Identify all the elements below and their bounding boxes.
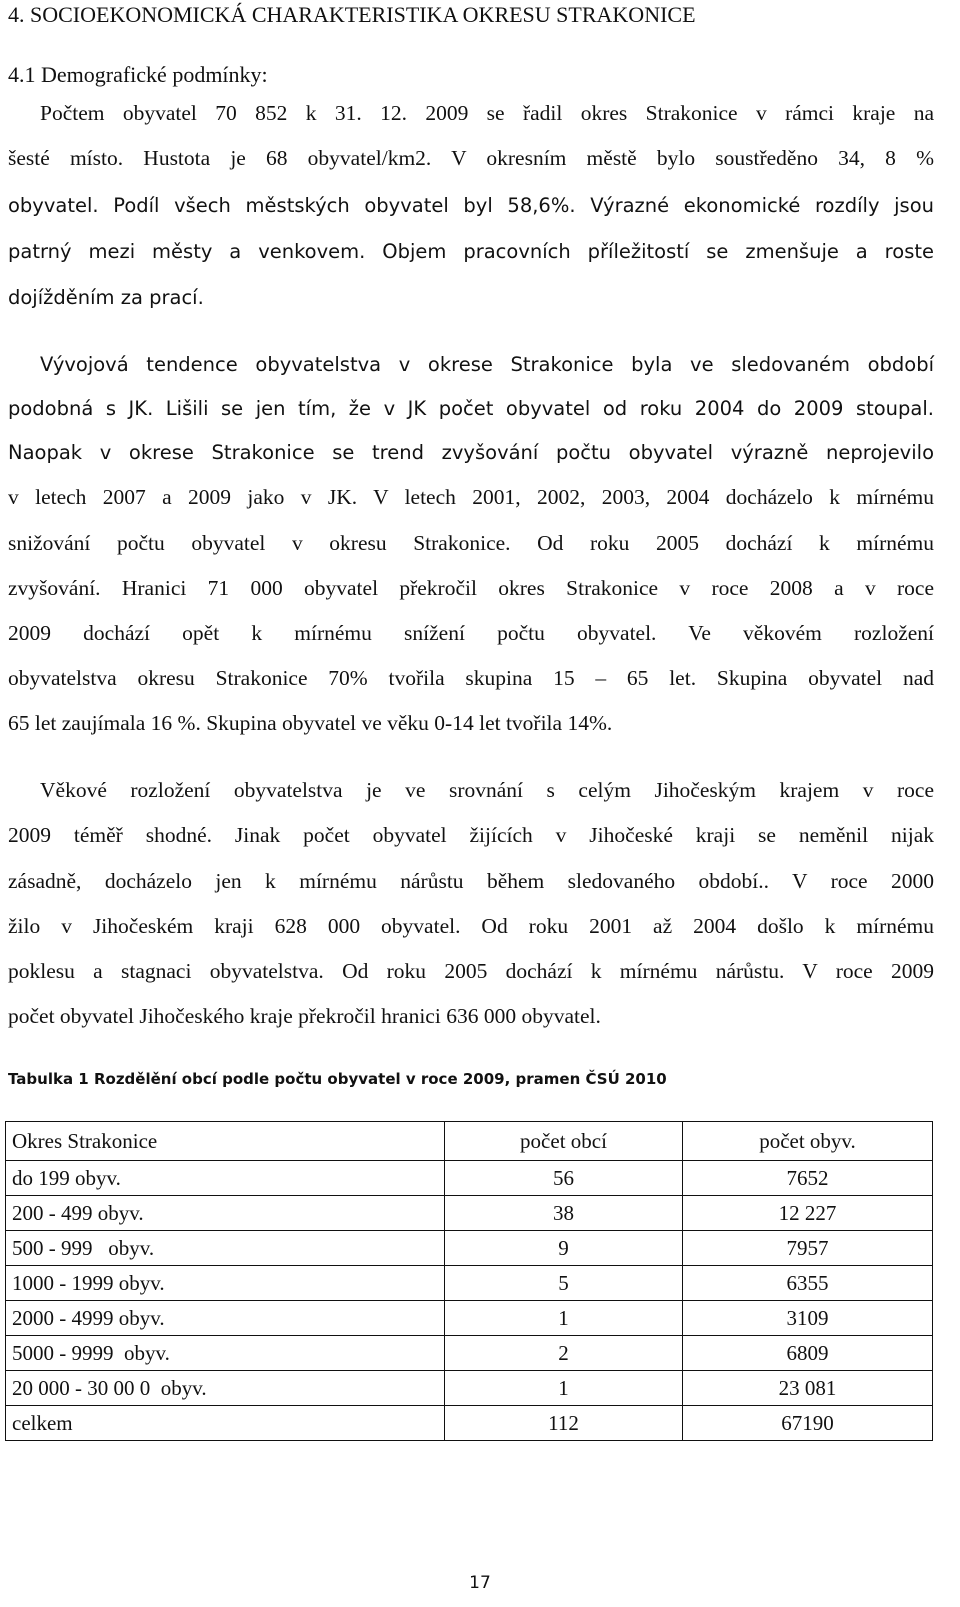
table-total-row <box>6 1406 933 1441</box>
header-cell: počet obyv. <box>683 1122 933 1161</box>
table-header-row <box>6 1122 933 1161</box>
table-cell: 7957 <box>683 1231 933 1266</box>
table-cell: 56 <box>445 1161 683 1196</box>
table-row <box>6 1161 933 1196</box>
paragraph1-line: obyvatel. Podíl všech městských obyvatel byl 58,6%. Výrazné ekonomické rozdíly jsou <box>8 194 934 217</box>
chapter-heading: 4. SOCIOEKONOMICKÁ CHARAKTERISTIKA OKRESU STRAKONICE <box>8 2 696 27</box>
table-cell: 38 <box>445 1196 683 1231</box>
table-cell: 112 <box>445 1406 683 1441</box>
table-row <box>6 1336 933 1371</box>
paragraph3-line: poklesu a stagnaci obyvatelstva. Od roku 2005 dochází k mírnému nárůstu. V roce 2009 <box>8 959 934 983</box>
section-heading: 4.1 Demografické podmínky: <box>8 62 268 87</box>
table-cell: 7652 <box>683 1161 933 1196</box>
table-row <box>6 1371 933 1406</box>
table-cell: 6809 <box>683 1336 933 1371</box>
table-cell: 5000 - 9999 obyv. <box>6 1336 445 1371</box>
paragraph2-line: obyvatelstva okresu Strakonice 70% tvořila skupina 15 – 65 let. Skupina obyvatel nad <box>8 666 934 690</box>
paragraph2-line: snižování počtu obyvatel v okresu Strakonice. Od roku 2005 dochází k mírnému <box>8 531 934 555</box>
paragraph2-line: zvyšování. Hranici 71 000 obyvatel překročil okres Strakonice v roce 2008 a v roce <box>8 576 934 600</box>
table-cell: 3109 <box>683 1301 933 1336</box>
table-cell: 9 <box>445 1231 683 1266</box>
table-cell: 2 <box>445 1336 683 1371</box>
paragraph1-line: Počtem obyvatel 70 852 k 31. 12. 2009 se řadil okres Strakonice v rámci kraje na <box>40 101 934 125</box>
paragraph3-line: počet obyvatel Jihočeského kraje překročil hranici 636 000 obyvatel. <box>8 1004 601 1028</box>
table-cell: 6355 <box>683 1266 933 1301</box>
paragraph2-line: Naopak v okrese Strakonice se trend zvyšování počtu obyvatel výrazně neprojevilo <box>8 441 934 464</box>
table-caption: Tabulka 1 Rozdělění obcí podle počtu obyvatel v roce 2009, pramen ČSÚ 2010 <box>8 1070 667 1088</box>
table-row <box>6 1196 933 1231</box>
paragraph2-line: 2009 dochází opět k mírnému snížení počtu obyvatel. Ve věkovém rozložení <box>8 621 934 645</box>
table-cell: 67190 <box>683 1406 933 1441</box>
header-cell: Okres Strakonice <box>6 1122 445 1161</box>
table-cell: celkem <box>6 1406 445 1441</box>
paragraph2-line: 65 let zaujímala 16 %. Skupina obyvatel ve věku 0-14 let tvořila 14%. <box>8 711 613 735</box>
table-cell: 500 - 999 obyv. <box>6 1231 445 1266</box>
municipalities-table <box>5 1121 933 1441</box>
table-cell: 1 <box>445 1301 683 1336</box>
header-cell: počet obcí <box>445 1122 683 1161</box>
table-row <box>6 1231 933 1266</box>
table-cell: 2000 - 4999 obyv. <box>6 1301 445 1336</box>
table-cell: 12 227 <box>683 1196 933 1231</box>
paragraph2-line: Vývojová tendence obyvatelstva v okrese Strakonice byla ve sledovaném období <box>40 353 934 376</box>
paragraph1-line: patrný mezi městy a venkovem. Objem pracovních příležitostí se zmenšuje a roste <box>8 240 934 263</box>
paragraph3-line: 2009 téměř shodné. Jinak počet obyvatel žijících v Jihočeské kraji se neměnil nijak <box>8 823 934 847</box>
table-cell: 1 <box>445 1371 683 1406</box>
table-cell: 23 081 <box>683 1371 933 1406</box>
table-row <box>6 1266 933 1301</box>
page-number: 17 <box>469 1573 491 1593</box>
paragraph2-line: v letech 2007 a 2009 jako v JK. V letech 2001, 2002, 2003, 2004 docházelo k mírnému <box>8 485 934 509</box>
table-cell: do 199 obyv. <box>6 1161 445 1196</box>
paragraph2-line: podobná s JK. Lišili se jen tím, že v JK počet obyvatel od roku 2004 do 2009 stoupal. <box>8 397 934 420</box>
table-row <box>6 1301 933 1336</box>
paragraph3-line: Věkové rozložení obyvatelstva je ve srovnání s celým Jihočeským krajem v roce <box>40 778 934 802</box>
paragraph1-line: dojížděním za prací. <box>8 286 204 309</box>
paragraph3-line: žilo v Jihočeském kraji 628 000 obyvatel. Od roku 2001 až 2004 došlo k mírnému <box>8 914 934 938</box>
table-cell: 1000 - 1999 obyv. <box>6 1266 445 1301</box>
paragraph1-line: šesté místo. Hustota je 68 obyvatel/km2. V okresním městě bylo soustředěno 34, 8 % <box>8 146 934 170</box>
table-cell: 20 000 - 30 00 0 obyv. <box>6 1371 445 1406</box>
table-cell: 200 - 499 obyv. <box>6 1196 445 1231</box>
table-cell: 5 <box>445 1266 683 1301</box>
paragraph3-line: zásadně, docházelo jen k mírnému nárůstu během sledovaného období.. V roce 2000 <box>8 869 934 893</box>
